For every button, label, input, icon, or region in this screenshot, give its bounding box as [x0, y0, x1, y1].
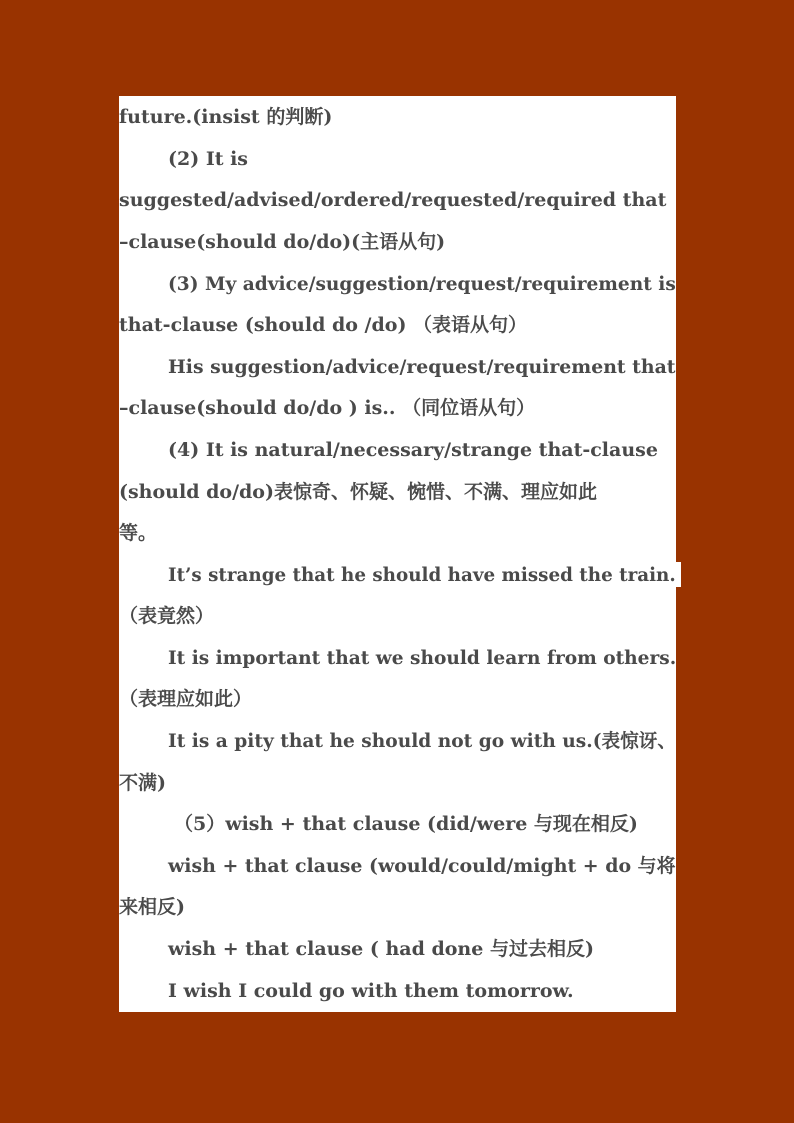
text-line: (should do/do)表惊奇、怀疑、惋惜、不满、理应如此: [119, 481, 597, 503]
text-line: wish + that clause (would/could/might + do 与将: [168, 855, 676, 877]
text-line-point-3: (3) My advice/suggestion/request/requirement is: [168, 273, 676, 295]
example-note: 不满): [119, 772, 166, 794]
text-line-point-2: (2) It is: [168, 148, 249, 170]
text-line: –clause(should do/do)(主语从句): [119, 231, 446, 253]
text-line-point-4: (4) It is natural/necessary/strange that-clause: [168, 439, 658, 461]
text-line-point-5: （5）wish + that clause (did/were 与现在相反): [174, 813, 638, 835]
text-line: His suggestion/advice/request/requirement that: [168, 356, 676, 378]
document-page: [119, 96, 676, 1012]
text-line: suggested/advised/ordered/requested/required that: [119, 189, 667, 211]
text-line: wish + that clause ( had done 与过去相反): [168, 938, 594, 960]
example-note: （表理应如此）: [119, 688, 253, 710]
text-line: 来相反): [119, 896, 185, 918]
text-line: 等。: [119, 522, 158, 544]
example-sentence: It’s strange that he should have missed the train.: [168, 564, 676, 586]
example-sentence: It is important that we should learn from others.: [168, 647, 677, 669]
text-line: –clause(should do/do ) is.. （同位语从句）: [119, 397, 536, 419]
example-sentence: It is a pity that he should not go with us.(表惊讶、: [168, 730, 676, 752]
example-note: （表竟然）: [119, 605, 215, 627]
example-sentence: I wish I could go with them tomorrow.: [168, 980, 574, 1002]
text-line: that-clause (should do /do) （表语从句）: [119, 314, 528, 336]
text-line-continuation: future.(insist 的判断): [119, 106, 333, 128]
page-edge-fragment: [676, 562, 681, 587]
